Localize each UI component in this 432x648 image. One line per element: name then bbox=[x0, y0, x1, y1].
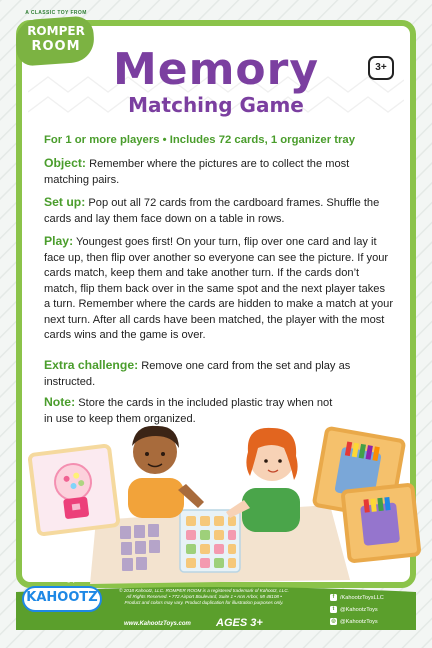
social-handle: /KahootzToysLLC bbox=[340, 595, 384, 601]
section-heading: Play: bbox=[44, 234, 74, 248]
section-heading: Note: bbox=[44, 395, 76, 409]
social-handle: @KahootzToys bbox=[340, 619, 378, 625]
logo-text-room: ROOM bbox=[31, 39, 81, 54]
social-handle: @KahootzToys bbox=[340, 607, 378, 613]
social-instagram[interactable] bbox=[330, 618, 416, 626]
crayon-card-front bbox=[340, 482, 421, 563]
ages-label: AGES 3+ bbox=[216, 617, 263, 629]
instagram-icon: ◎ bbox=[331, 618, 336, 625]
facebook-icon: f bbox=[330, 594, 337, 601]
section-heading: Set up: bbox=[44, 195, 86, 209]
section-heading: Object: bbox=[44, 156, 86, 170]
section-text: Remove one card from the set and play as instructed. bbox=[44, 360, 351, 388]
legal-line: All Rights Reserved. • 772 Airport Boulevard, Suite 1 • Ann Arbor, MI 48108 • bbox=[126, 594, 282, 599]
crayon-box-icon bbox=[345, 487, 418, 560]
boy-figure bbox=[128, 426, 204, 518]
logo-text-romper: ROMPER bbox=[27, 24, 85, 38]
section-text: Remember where the pictures are to collect the most matching pairs. bbox=[44, 158, 350, 186]
kahootz-tagline: From those guys at bbox=[40, 578, 84, 584]
legal-line: © 2018 Kahootz, LLC. ROMPER ROOM is a registered trademark of Kahootz, LLC. bbox=[119, 588, 289, 593]
social-facebook[interactable] bbox=[330, 594, 416, 602]
legal-text bbox=[104, 588, 304, 606]
section-text: Pop out all 72 cards from the cardboard frames. Shuffle the cards and lay them face down on a table in rows. bbox=[44, 197, 380, 225]
twitter-icon: t bbox=[330, 606, 337, 613]
kahootz-logo bbox=[22, 578, 102, 622]
player-info: For 1 or more players • Includes 72 cards, 1 organizer tray bbox=[44, 134, 355, 146]
kahootz-wordmark: KAHOOTZ bbox=[26, 590, 98, 605]
gumball-card bbox=[27, 443, 121, 537]
page-title: Memory bbox=[112, 44, 320, 95]
section-text: Store the cards in the included plastic tray when not in use to keep them organized. bbox=[44, 397, 333, 425]
section-heading: Extra challenge: bbox=[44, 358, 139, 372]
social-twitter[interactable] bbox=[330, 606, 416, 614]
section-text: Youngest goes first! On your turn, flip over one card and lay it face up, then flip over another so everyone can see the picture. If your cards match, keep them and take another turn. If the cards don’t match, flip them back over in the same spot and the next player takes a turn. Remember where the cards are hidden to make a match at your next turn. After all cards have been matched, the player with the most cards wins and the game is over. bbox=[44, 236, 394, 341]
age-badge: 3+ bbox=[368, 56, 394, 80]
gumball-machine-icon bbox=[32, 448, 117, 533]
logo-tagline: A CLASSIC TOY FROM bbox=[25, 10, 87, 16]
legal-line: Product and colors may vary. Product duplication for illustration purposes only. bbox=[124, 600, 284, 605]
website-link[interactable]: www.KahootzToys.com bbox=[124, 621, 191, 627]
page-subtitle: Matching Game bbox=[128, 93, 304, 117]
